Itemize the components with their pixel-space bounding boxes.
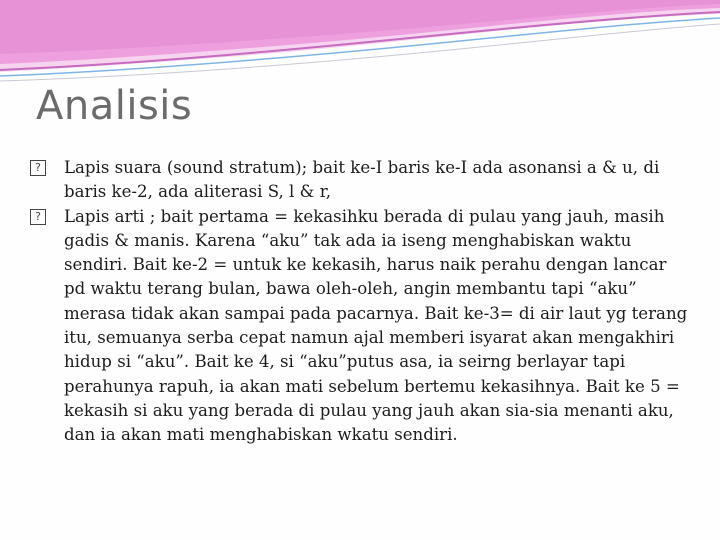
slide-title: Analisis [36, 83, 193, 129]
bullet-text: Lapis arti ; bait pertama = kekasihku berada di pulau yang jauh, masih gadis & manis. Karena “aku” tak ada ia iseng menghabiskan waktu sendiri. Bait ke-2 = untuk ke kekasih, harus naik perahu dengan lancar pd waktu terang bulan, bawa oleh-oleh, angin membantu tapi “aku” merasa tidak akan sampai pada pacarnya. Bait ke-3= di air laut yg terang itu, semuanya serba cepat namun ajal memberi isyarat akan mengakhiri hidup si “aku”. Bait ke 4, si “aku”putus asa, ia seirng berlayar tapi perahunya rapuh, ia akan mati sebelum bertemu kekasihnya. Bait ke 5 = kekasih si aku yang berada di pulau yang jauh akan sia-sia menanti aku, dan ia akan mati menghabiskan wkatu sendiri. [64, 206, 688, 445]
unknown-glyph-box-icon: ? [30, 160, 46, 176]
decorative-wave-banner [0, 0, 720, 90]
slide-body [30, 156, 690, 448]
bullet-item [30, 156, 690, 205]
unknown-glyph-box-icon: ? [30, 209, 46, 225]
bullet-text: Lapis suara (sound stratum); bait ke-I baris ke-I ada asonansi a & u, di baris ke-2, ada aliterasi S, l & r, [64, 158, 660, 202]
bullet-item [30, 205, 690, 448]
